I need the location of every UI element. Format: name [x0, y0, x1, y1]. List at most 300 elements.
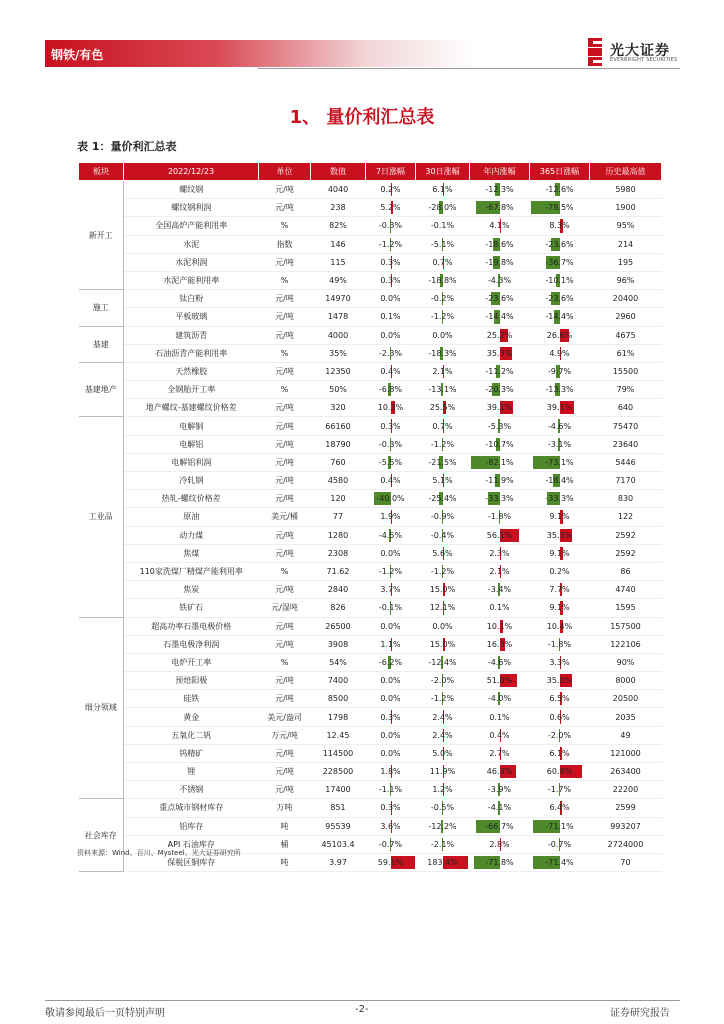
cell-unit: %	[259, 217, 311, 235]
change-value: 1.2%	[432, 785, 453, 795]
change-value: -9.7%	[547, 366, 572, 376]
cell-change-ytd	[470, 635, 530, 653]
cell-unit: %	[259, 562, 311, 580]
section-label: 工业品	[79, 417, 124, 617]
change-value: 59.1%	[377, 858, 404, 868]
cell-change-y365	[530, 635, 590, 653]
col-header: 30日涨幅	[416, 163, 470, 181]
section-label: 基建	[79, 326, 124, 362]
cell-change-ytd	[470, 526, 530, 544]
cell-change-y365	[530, 271, 590, 289]
cell-value: 1478	[311, 308, 366, 326]
change-value: 0.0%	[432, 330, 453, 340]
section-label: 新开工	[79, 181, 124, 290]
change-value: -2.3%	[378, 348, 403, 358]
cell-change-ytd	[470, 726, 530, 744]
cell-change-ytd	[470, 835, 530, 853]
cell-change-ytd	[470, 181, 530, 199]
change-value: 0.3%	[380, 276, 401, 286]
cell-item: 铝库存	[124, 817, 259, 835]
change-value: -73.1%	[545, 457, 574, 467]
change-value: -71.8%	[485, 858, 514, 868]
cell-value: 1798	[311, 708, 366, 726]
change-value: 2.1%	[489, 567, 510, 577]
cell-high: 1595	[590, 599, 662, 617]
cell-high: 5446	[590, 453, 662, 471]
cell-unit: 美元/盎司	[259, 708, 311, 726]
cell-change-y365	[530, 490, 590, 508]
cell-high: 7170	[590, 472, 662, 490]
cell-change-y365	[530, 326, 590, 344]
change-value: 0.0%	[432, 621, 453, 631]
change-value: -12.2%	[428, 821, 457, 831]
cell-change-y365	[530, 835, 590, 853]
page-title: 1、 量价利汇总表	[289, 107, 435, 128]
table-row	[79, 417, 662, 435]
cell-item: 螺纹钢利润	[124, 199, 259, 217]
cell-change-ytd	[470, 326, 530, 344]
change-value: 2.8%	[489, 839, 510, 849]
change-value: 0.7%	[432, 257, 453, 267]
cell-unit: 吨	[259, 817, 311, 835]
cell-unit: 元/吨	[259, 672, 311, 690]
cell-value: 54%	[311, 653, 366, 671]
change-value: 3.3%	[549, 657, 570, 667]
cell-change-d30	[416, 617, 470, 635]
cell-high: 23640	[590, 435, 662, 453]
cell-change-d7	[366, 381, 416, 399]
cell-change-ytd	[470, 508, 530, 526]
cell-value: 4040	[311, 181, 366, 199]
col-header: 单位	[259, 163, 311, 181]
cell-unit: %	[259, 271, 311, 289]
cell-change-y365	[530, 381, 590, 399]
cell-change-d30	[416, 271, 470, 289]
cell-high: 2592	[590, 526, 662, 544]
cell-value: 12350	[311, 362, 366, 380]
cell-change-ytd	[470, 253, 530, 271]
cell-item: 建筑沥青	[124, 326, 259, 344]
change-value: 46.3%	[486, 767, 513, 777]
cell-change-ytd	[470, 817, 530, 835]
cell-unit: 元/吨	[259, 453, 311, 471]
change-value: 0.3%	[380, 421, 401, 431]
cell-value: 17400	[311, 781, 366, 799]
cell-unit: 元/吨	[259, 417, 311, 435]
source-note: 资料来源：Wind、百川、Mysteel、光大证券研究所	[77, 849, 241, 857]
brand-logo	[588, 38, 688, 68]
cell-item: 电解铝	[124, 435, 259, 453]
cell-high: 4740	[590, 581, 662, 599]
table-row	[79, 253, 662, 271]
cell-high: 122106	[590, 635, 662, 653]
cell-change-d30	[416, 453, 470, 471]
change-value: -71.4%	[545, 858, 574, 868]
cell-change-d7	[366, 817, 416, 835]
cell-value: 115	[311, 253, 366, 271]
cell-change-d30	[416, 581, 470, 599]
cell-change-ytd	[470, 599, 530, 617]
cell-change-d7	[366, 835, 416, 853]
cell-change-d7	[366, 781, 416, 799]
cell-unit: 元/吨	[259, 635, 311, 653]
cell-change-d7	[366, 617, 416, 635]
cell-change-d30	[416, 490, 470, 508]
table-row	[79, 526, 662, 544]
change-value: 51.0%	[486, 676, 513, 686]
change-value: 16.3%	[486, 639, 513, 649]
cell-change-ytd	[470, 562, 530, 580]
change-value: -23.6%	[545, 239, 574, 249]
change-value: 0.0%	[380, 330, 401, 340]
cell-item: 钛白粉	[124, 290, 259, 308]
cell-change-d30	[416, 381, 470, 399]
change-value: 2.3%	[489, 548, 510, 558]
change-value: -4.3%	[487, 276, 512, 286]
cell-item: 热轧-螺纹价格差	[124, 490, 259, 508]
table-row	[79, 308, 662, 326]
cell-high: 75470	[590, 417, 662, 435]
cell-item: 预焙阳极	[124, 672, 259, 690]
cell-change-d7	[366, 763, 416, 781]
cell-change-d7	[366, 399, 416, 417]
change-value: 0.0%	[380, 730, 401, 740]
cell-item: 电解铜	[124, 417, 259, 435]
section-label: 细分领域	[79, 617, 124, 799]
cell-change-d7	[366, 217, 416, 235]
change-value: -11.9%	[485, 476, 514, 486]
change-value: 1.1%	[380, 639, 401, 649]
change-value: 0.3%	[380, 257, 401, 267]
change-value: 60.8%	[546, 767, 573, 777]
cell-change-ytd	[470, 781, 530, 799]
cell-item: 黄金	[124, 708, 259, 726]
cell-unit: 元/吨	[259, 581, 311, 599]
change-value: -1.2%	[430, 567, 455, 577]
cell-change-d30	[416, 726, 470, 744]
change-value: -11.2%	[485, 366, 514, 376]
table-row	[79, 399, 662, 417]
table-row	[79, 581, 662, 599]
cell-high: 15500	[590, 362, 662, 380]
cell-value: 45103.4	[311, 835, 366, 853]
cell-value: 2308	[311, 544, 366, 562]
cell-change-y365	[530, 781, 590, 799]
cell-change-d30	[416, 835, 470, 853]
cell-item: 电炉开工率	[124, 653, 259, 671]
cell-value: 4000	[311, 326, 366, 344]
cell-high: 95%	[590, 217, 662, 235]
footer-disclaimer: 敬请参阅最后一页特别声明	[45, 1008, 165, 1019]
change-value: 11.9%	[429, 767, 456, 777]
cell-value: 3908	[311, 635, 366, 653]
cell-high: 8000	[590, 672, 662, 690]
change-value: 0.3%	[380, 803, 401, 813]
table-row	[79, 562, 662, 580]
cell-change-ytd	[470, 581, 530, 599]
cell-value: 2840	[311, 581, 366, 599]
cell-change-ytd	[470, 217, 530, 235]
cell-high: 640	[590, 399, 662, 417]
cell-change-ytd	[470, 344, 530, 362]
change-value: -13.1%	[428, 385, 457, 395]
change-value: -20.3%	[485, 385, 514, 395]
header-section-label: 钢铁/有色	[51, 48, 104, 62]
cell-change-ytd	[470, 544, 530, 562]
cell-change-d7	[366, 508, 416, 526]
cell-unit: %	[259, 344, 311, 362]
change-value: -0.1%	[378, 603, 403, 613]
table-row	[79, 326, 662, 344]
change-value: 183.4%	[427, 858, 458, 868]
cell-item: 水泥	[124, 235, 259, 253]
col-header: 2022/12/23	[124, 163, 259, 181]
change-value: 6.5%	[549, 694, 570, 704]
cell-item: 动力煤	[124, 526, 259, 544]
change-value: -1.2%	[430, 694, 455, 704]
cell-change-d7	[366, 417, 416, 435]
table-row	[79, 708, 662, 726]
cell-value: 238	[311, 199, 366, 217]
change-value: -28.0%	[428, 203, 457, 213]
table-row	[79, 217, 662, 235]
table-row	[79, 235, 662, 253]
change-value: 0.0%	[380, 294, 401, 304]
cell-high: 263400	[590, 763, 662, 781]
cell-change-ytd	[470, 690, 530, 708]
cell-item: 超高功率石墨电极价格	[124, 617, 259, 635]
change-value: 10.4%	[546, 621, 573, 631]
section-label: 社会库存	[79, 799, 124, 872]
cell-high: 993207	[590, 817, 662, 835]
change-value: 0.2%	[380, 185, 401, 195]
change-value: -1.2%	[378, 239, 403, 249]
cell-change-y365	[530, 235, 590, 253]
cell-value: 851	[311, 799, 366, 817]
change-value: 4.9%	[549, 348, 570, 358]
change-value: 7.7%	[549, 585, 570, 595]
cell-change-d30	[416, 635, 470, 653]
cell-high: 214	[590, 235, 662, 253]
cell-unit: 元/吨	[259, 290, 311, 308]
change-value: 5.2%	[380, 203, 401, 213]
cell-change-d7	[366, 326, 416, 344]
change-value: -82.1%	[485, 457, 514, 467]
cell-change-y365	[530, 435, 590, 453]
change-value: -18.8%	[428, 276, 457, 286]
cell-high: 86	[590, 562, 662, 580]
cell-item: 重点城市钢材库存	[124, 799, 259, 817]
cell-change-d30	[416, 690, 470, 708]
cell-change-d30	[416, 508, 470, 526]
change-value: -1.2%	[430, 439, 455, 449]
change-value: 6.4%	[549, 803, 570, 813]
cell-value: 228500	[311, 763, 366, 781]
cell-change-d7	[366, 362, 416, 380]
cell-value: 320	[311, 399, 366, 417]
cell-value: 1280	[311, 526, 366, 544]
cell-item: 硅铁	[124, 690, 259, 708]
change-value: -78.5%	[545, 203, 574, 213]
cell-change-ytd	[470, 653, 530, 671]
col-header: 板块	[79, 163, 124, 181]
cell-change-ytd	[470, 271, 530, 289]
change-value: 0.1%	[489, 603, 510, 613]
cell-change-d30	[416, 326, 470, 344]
cell-change-ytd	[470, 199, 530, 217]
table-row	[79, 490, 662, 508]
cell-change-ytd	[470, 399, 530, 417]
cell-item: 110家洗煤厂精煤产能利用率	[124, 562, 259, 580]
cell-change-ytd	[470, 417, 530, 435]
table-row	[79, 453, 662, 471]
cell-item: 不锈钢	[124, 781, 259, 799]
cell-change-y365	[530, 799, 590, 817]
cell-unit: 元/吨	[259, 326, 311, 344]
cell-change-y365	[530, 562, 590, 580]
change-value: 10.1%	[486, 621, 513, 631]
cell-change-y365	[530, 362, 590, 380]
change-value: -5.3%	[487, 421, 512, 431]
change-value: 0.4%	[380, 476, 401, 486]
change-value: -67.8%	[485, 203, 514, 213]
cell-change-y365	[530, 453, 590, 471]
change-value: 3.7%	[380, 585, 401, 595]
cell-change-y365	[530, 199, 590, 217]
change-value: -6.2%	[378, 657, 403, 667]
table-row	[79, 344, 662, 362]
cell-change-y365	[530, 399, 590, 417]
change-value: -3.9%	[487, 785, 512, 795]
change-value: -12.3%	[485, 185, 514, 195]
change-value: 9.1%	[549, 512, 570, 522]
change-value: -0.4%	[430, 530, 455, 540]
cell-change-d7	[366, 672, 416, 690]
cell-unit: 元/吨	[259, 199, 311, 217]
cell-change-d7	[366, 235, 416, 253]
change-value: 10.3%	[377, 403, 404, 413]
cell-change-d7	[366, 544, 416, 562]
cell-unit: 元/吨	[259, 181, 311, 199]
cell-high: 2592	[590, 544, 662, 562]
change-value: -1.1%	[378, 785, 403, 795]
cell-change-d7	[366, 199, 416, 217]
cell-change-d7	[366, 290, 416, 308]
cell-item: 焦煤	[124, 544, 259, 562]
change-value: -12.4%	[428, 657, 457, 667]
col-header: 历史最高值	[590, 163, 662, 181]
table-row	[79, 635, 662, 653]
cell-high: 830	[590, 490, 662, 508]
change-value: 0.7%	[432, 421, 453, 431]
cell-value: 49%	[311, 271, 366, 289]
change-value: 26.6%	[546, 330, 573, 340]
table-row	[79, 690, 662, 708]
cell-item: 保税区铜库存	[124, 853, 259, 871]
cell-value: 14970	[311, 290, 366, 308]
change-value: -25.4%	[428, 494, 457, 504]
table-header-row	[79, 163, 662, 181]
change-value: 0.2%	[549, 567, 570, 577]
change-value: -23.6%	[545, 294, 574, 304]
cell-high: 61%	[590, 344, 662, 362]
change-value: 0.0%	[380, 548, 401, 558]
cell-value: 71.62	[311, 562, 366, 580]
change-value: 56.1%	[486, 530, 513, 540]
cell-change-ytd	[470, 453, 530, 471]
cell-change-d30	[416, 472, 470, 490]
change-value: -66.7%	[485, 821, 514, 831]
change-value: 35.0%	[546, 676, 573, 686]
cell-high: 2035	[590, 708, 662, 726]
change-value: 9.1%	[549, 603, 570, 613]
cell-change-y365	[530, 217, 590, 235]
cell-value: 18790	[311, 435, 366, 453]
cell-change-d30	[416, 344, 470, 362]
cell-change-d30	[416, 599, 470, 617]
cell-unit: 元/吨	[259, 435, 311, 453]
cell-change-ytd	[470, 799, 530, 817]
cell-value: 826	[311, 599, 366, 617]
col-header: 数值	[311, 163, 366, 181]
change-value: -0.1%	[430, 221, 455, 231]
cell-change-ytd	[470, 362, 530, 380]
cell-value: 7400	[311, 672, 366, 690]
table-row	[79, 672, 662, 690]
change-value: -4.0%	[487, 694, 512, 704]
cell-unit: 元/吨	[259, 308, 311, 326]
table-row	[79, 744, 662, 762]
cell-high: 2599	[590, 799, 662, 817]
cell-change-d7	[366, 708, 416, 726]
change-value: -3.4%	[487, 585, 512, 595]
change-value: 0.6%	[549, 712, 570, 722]
table-row	[79, 799, 662, 817]
cell-high: 4675	[590, 326, 662, 344]
cell-change-d7	[366, 181, 416, 199]
change-value: 8.3%	[549, 221, 570, 231]
footer-rule	[45, 1000, 680, 1001]
cell-change-ytd	[470, 381, 530, 399]
change-value: -0.3%	[378, 439, 403, 449]
change-value: -18.6%	[485, 239, 514, 249]
cell-unit: 美元/桶	[259, 508, 311, 526]
footer-report-type: 证券研究报告	[610, 1008, 670, 1019]
cell-item: 钨精矿	[124, 744, 259, 762]
table-row	[79, 435, 662, 453]
cell-unit: 元/吨	[259, 617, 311, 635]
cell-change-d30	[416, 253, 470, 271]
change-value: 4.1%	[489, 221, 510, 231]
cell-change-d7	[366, 253, 416, 271]
change-value: -5.5%	[378, 457, 403, 467]
cell-change-d30	[416, 781, 470, 799]
change-value: -1.2%	[430, 312, 455, 322]
cell-change-d7	[366, 726, 416, 744]
cell-unit: 指数	[259, 235, 311, 253]
cell-value: 146	[311, 235, 366, 253]
cell-high: 2724000	[590, 835, 662, 853]
change-value: 25.5%	[429, 403, 456, 413]
table-caption: 表 1：量价利汇总表	[77, 140, 177, 153]
cell-value: 95539	[311, 817, 366, 835]
cell-change-y365	[530, 690, 590, 708]
brand-name-cn: 光大证券	[610, 43, 670, 59]
cell-change-y365	[530, 726, 590, 744]
col-header: 365日涨幅	[530, 163, 590, 181]
cell-value: 77	[311, 508, 366, 526]
table-row	[79, 599, 662, 617]
